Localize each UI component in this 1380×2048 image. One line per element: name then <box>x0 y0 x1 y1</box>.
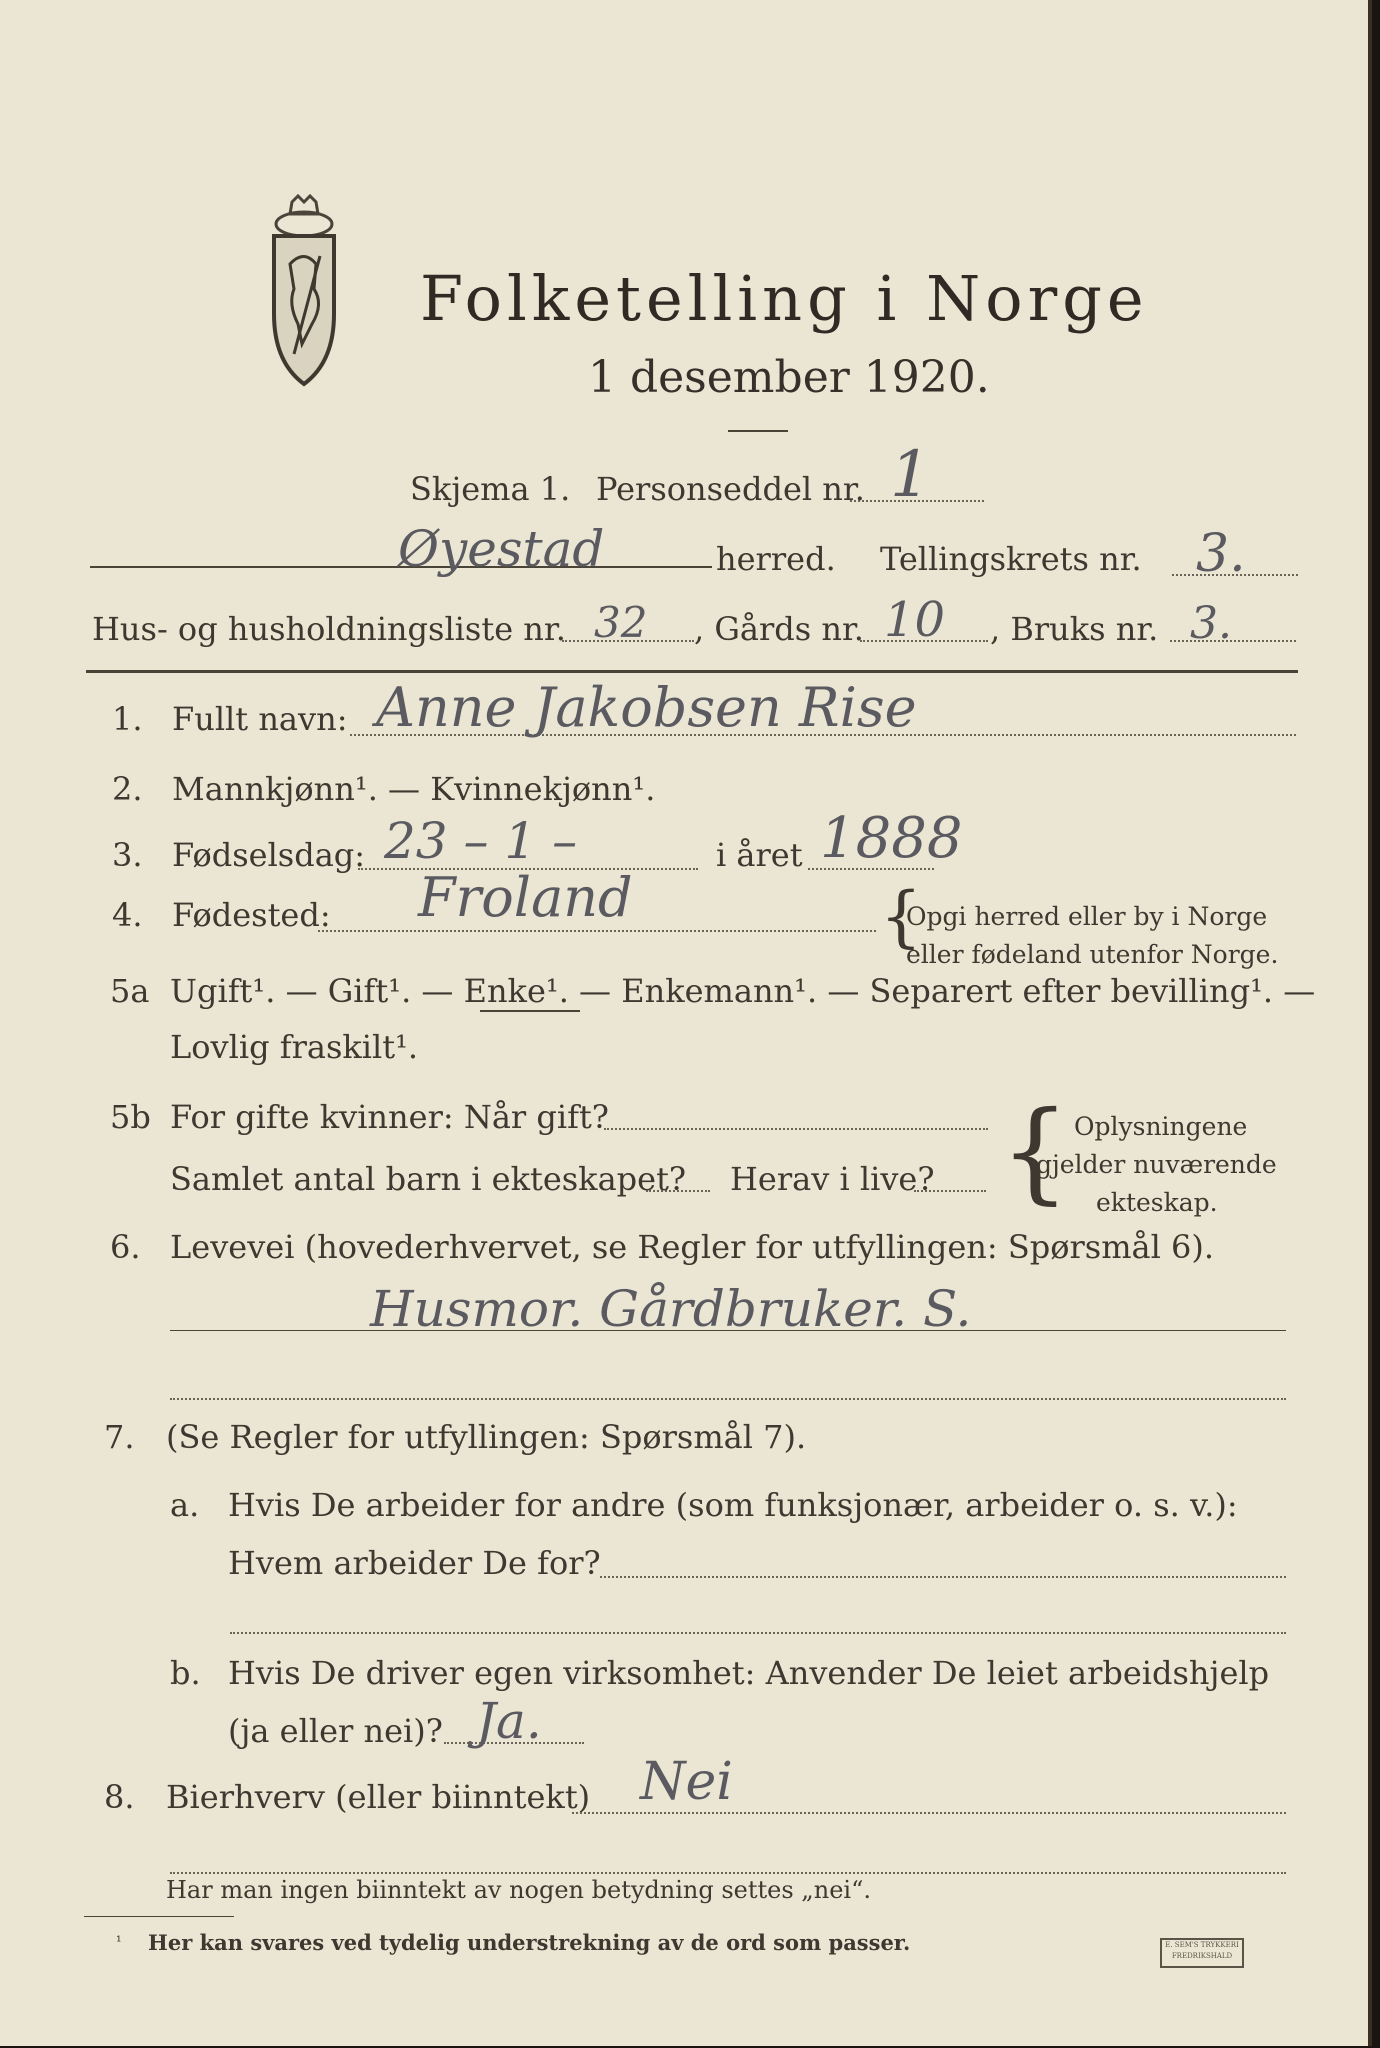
q7b-number: b. <box>170 1654 201 1692</box>
q5b-note-brace: { <box>1000 1087 1070 1215</box>
tellingskrets-label: Tellingskrets nr. <box>880 540 1142 578</box>
q8-label: Bierhverv (eller biinntekt) <box>166 1778 591 1816</box>
q5a-label: Ugift¹. — Gift¹. — Enke¹. — Enkemann¹. — Separert efter bevilling¹. — <box>170 972 1316 1010</box>
q4-number: 4. <box>112 896 143 934</box>
q4-line <box>318 930 876 932</box>
q7b-label: Hvis De driver egen virksomhet: Anvender De leiet arbeidshjelp <box>228 1654 1270 1692</box>
q3-label: Fødselsdag: <box>172 836 366 874</box>
hus-label: Hus- og husholdningsliste nr. <box>92 610 566 648</box>
q7a-line-1 <box>600 1576 1286 1578</box>
q5b-label: For gifte kvinner: Når gift? <box>170 1098 609 1136</box>
footnote-text: Her kan svares ved tydelig understrekning av de ord som passer. <box>148 1930 911 1955</box>
q5b-note-line-1: Oplysningene <box>1074 1112 1248 1141</box>
q4-note-line-1: Opgi herred eller by i Norge <box>906 902 1268 931</box>
q4-note-brace: { <box>880 878 922 955</box>
q7a-label: Hvis De arbeider for andre (som funksjonær, arbeider o. s. v.): <box>228 1486 1238 1524</box>
q2-number: 2. <box>112 770 143 808</box>
coat-of-arms-icon <box>254 194 354 394</box>
q3-year-value[interactable]: 1888 <box>820 806 963 871</box>
q7a-line-2 <box>230 1632 1286 1634</box>
q4-value[interactable]: Froland <box>418 866 633 929</box>
q4-note-line-2: eller fødeland utenfor Norge. <box>906 940 1279 969</box>
q1-label: Fullt navn: <box>172 700 348 738</box>
q4-label: Fødested: <box>172 896 331 934</box>
gards-label: , Gårds nr. <box>694 610 864 648</box>
tellingskrets-value[interactable]: 3. <box>1196 524 1246 584</box>
hus-value[interactable]: 32 <box>594 598 648 647</box>
q5b-alive-line <box>914 1190 986 1192</box>
q8-number: 8. <box>104 1778 135 1816</box>
q5b-children-line <box>646 1190 710 1192</box>
printer-stamp-line-2: FREDRIKSHALD <box>1171 1952 1233 1960</box>
form-title: Folketelling i Norge <box>420 262 1149 335</box>
footnote-divider <box>84 1916 234 1917</box>
q7-number: 7. <box>104 1418 135 1456</box>
q5b-label-2: Samlet antal barn i ekteskapet? <box>170 1160 687 1198</box>
q7b-label-2: (ja eller nei)? <box>228 1712 443 1750</box>
q6-value[interactable]: Husmor. Gårdbruker. S. <box>370 1280 972 1338</box>
q3-number: 3. <box>112 836 143 874</box>
bruks-line <box>1170 640 1296 642</box>
q5b-married-line <box>604 1128 988 1130</box>
q6-label: Levevei (hovederhvervet, se Regler for utfyllingen: Spørsmål 6). <box>170 1228 1215 1266</box>
q5a-label-2: Lovlig fraskilt¹. <box>170 1028 419 1066</box>
q6-number: 6. <box>110 1228 141 1266</box>
q7a-number: a. <box>170 1486 200 1524</box>
q7b-value[interactable]: Ja. <box>476 1692 542 1750</box>
q5b-number: 5b <box>110 1098 151 1136</box>
printer-stamp <box>1160 1938 1244 1968</box>
personseddel-value[interactable]: 1 <box>890 438 931 512</box>
q2-label: Mannkjønn¹. — Kvinnekjønn¹. <box>172 770 656 808</box>
q6-line-2 <box>170 1398 1286 1400</box>
form-date: 1 desember 1920. <box>588 352 990 403</box>
q1-number: 1. <box>112 700 143 738</box>
q5b-note-line-3: ekteskap. <box>1096 1188 1218 1217</box>
q3-year-label: i året <box>716 836 803 874</box>
title-divider <box>728 430 788 432</box>
herred-value[interactable]: Øyestad <box>398 520 605 578</box>
footnote-mark: ¹ <box>116 1934 122 1950</box>
bruks-value[interactable]: 3. <box>1190 598 1232 649</box>
herred-label: herred. <box>716 540 836 578</box>
printer-stamp-line-1: E. SEM'S TRYKKERI <box>1165 1941 1239 1949</box>
q5b-note-line-2: gjelder nuværende <box>1036 1150 1277 1179</box>
skjema-label: Skjema 1. <box>410 470 571 508</box>
q8-value[interactable]: Nei <box>640 1752 733 1812</box>
header-divider <box>86 670 1298 673</box>
q7a-label-2: Hvem arbeider De for? <box>228 1544 601 1582</box>
q8-line-2 <box>170 1872 1286 1874</box>
q7-label: (Se Regler for utfyllingen: Spørsmål 7). <box>166 1418 807 1456</box>
footer-note: Har man ingen biinntekt av nogen betydning settes „nei“. <box>166 1876 871 1904</box>
q1-value[interactable]: Anne Jakobsen Rise <box>376 676 917 739</box>
gards-value[interactable]: 10 <box>884 592 946 648</box>
bruks-label: , Bruks nr. <box>990 610 1159 648</box>
q8-line-1 <box>572 1812 1286 1814</box>
personseddel-label: Personseddel nr. <box>596 470 865 508</box>
q5b-label-3: Herav i live? <box>730 1160 935 1198</box>
q5a-enke-underline <box>480 1010 580 1012</box>
q3-value[interactable]: 23 – 1 – <box>384 812 578 870</box>
q5a-number: 5a <box>110 972 150 1010</box>
